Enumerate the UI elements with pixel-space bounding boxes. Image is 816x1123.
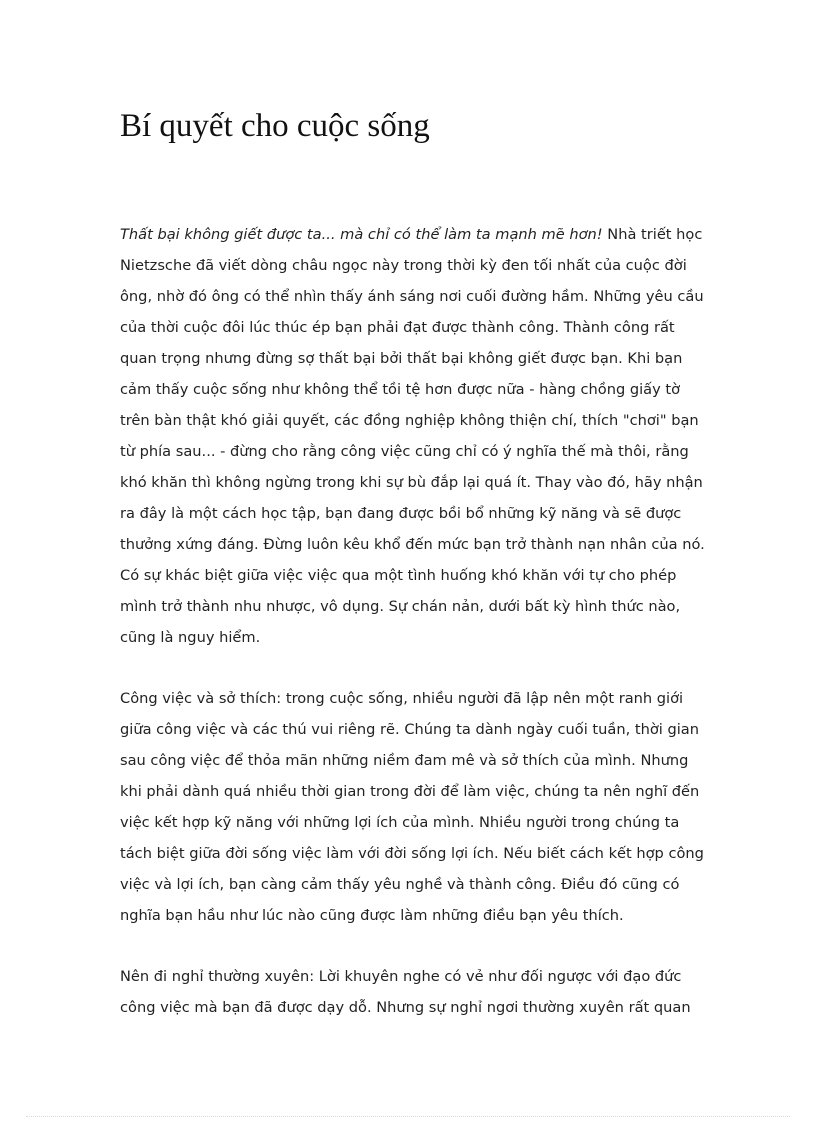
text-line: giữa công việc và các thú vui riêng rẽ. Chúng ta dành ngày cuối tuần, thời gian [120,721,699,738]
text-line: công việc mà bạn đã được dạy dỗ. Nhưng sự nghỉ ngơi thường xuyên rất quan [120,999,691,1016]
text-line: sau công việc để thỏa mãn những niềm đam mê và sở thích của mình. Nhưng [120,752,689,769]
text-line: việc và lợi ích, bạn càng cảm thấy yêu nghề và thành công. Điều đó cũng có [120,876,680,893]
text-line: cảm thấy cuộc sống như không thể tồi tệ hơn được nữa - hàng chồng giấy tờ [120,381,681,398]
document-title: Bí quyết cho cuộc sống [120,108,430,144]
paragraph-failure [120,219,705,653]
text-line: tách biệt giữa đời sống việc làm với đời sống lợi ích. Nếu biết cách kết hợp công [120,845,704,862]
text-line: thưởng xứng đáng. Đừng luôn kêu khổ đến mức bạn trở thành nạn nhân của nó. [120,536,705,553]
text-line: từ phía sau... - đừng cho rằng công việc cũng chỉ có ý nghĩa thế mà thôi, rằng [120,443,689,460]
paragraph-work-and-hobbies [120,683,704,931]
text-line: Nietzsche đã viết dòng châu ngọc này trong thời kỳ đen tối nhất của cuộc đời [120,257,687,274]
text-line: của thời cuộc đôi lúc thúc ép bạn phải đạt được thành công. Thành công rất [120,319,675,336]
text-line: ra đây là một cách học tập, bạn đang được bồi bổ những kỹ năng và sẽ được [120,505,682,522]
italic-quote: Thất bại không giết được ta... mà chỉ có thể làm ta mạnh mẽ hơn! [120,226,603,243]
text-line: khi phải dành quá nhiều thời gian trong đời để làm việc, chúng ta nên nghĩ đến [120,783,700,800]
text-line: Công việc và sở thích: trong cuộc sống, nhiều người đã lập nên một ranh giới [120,690,684,707]
text-line: Nên đi nghỉ thường xuyên: Lời khuyên nghe có vẻ như đối ngược với đạo đức [120,968,682,985]
text-line: ông, nhờ đó ông có thể nhìn thấy ánh sáng nơi cuối đường hầm. Những yêu cầu [120,288,704,305]
text-line: cũng là nguy hiểm. [120,629,261,646]
text-line-continuation: Nhà triết học [602,226,703,243]
paragraph-take-breaks [120,961,690,1023]
text-line: việc kết hợp kỹ năng với những lợi ích của mình. Nhiều người trong chúng ta [120,814,680,831]
text-line [120,219,703,250]
text-line: mình trở thành nhu nhược, vô dụng. Sự chán nản, dưới bất kỳ hình thức nào, [120,598,681,615]
text-line: trên bàn thật khó giải quyết, các đồng nghiệp không thiện chí, thích "chơi" bạn [120,412,699,429]
text-line: quan trọng nhưng đừng sợ thất bại bởi thất bại không giết được bạn. Khi bạn [120,350,683,367]
text-line: khó khăn thì không ngừng trong khi sự bù đắp lại quá ít. Thay vào đó, hãy nhận [120,474,703,491]
text-line: Có sự khác biệt giữa việc việc qua một tình huống khó khăn với tự cho phép [120,567,677,584]
text-line: nghĩa bạn hầu như lúc nào cũng được làm những điều bạn yêu thích. [120,907,624,924]
page-bottom-divider [26,1116,790,1117]
